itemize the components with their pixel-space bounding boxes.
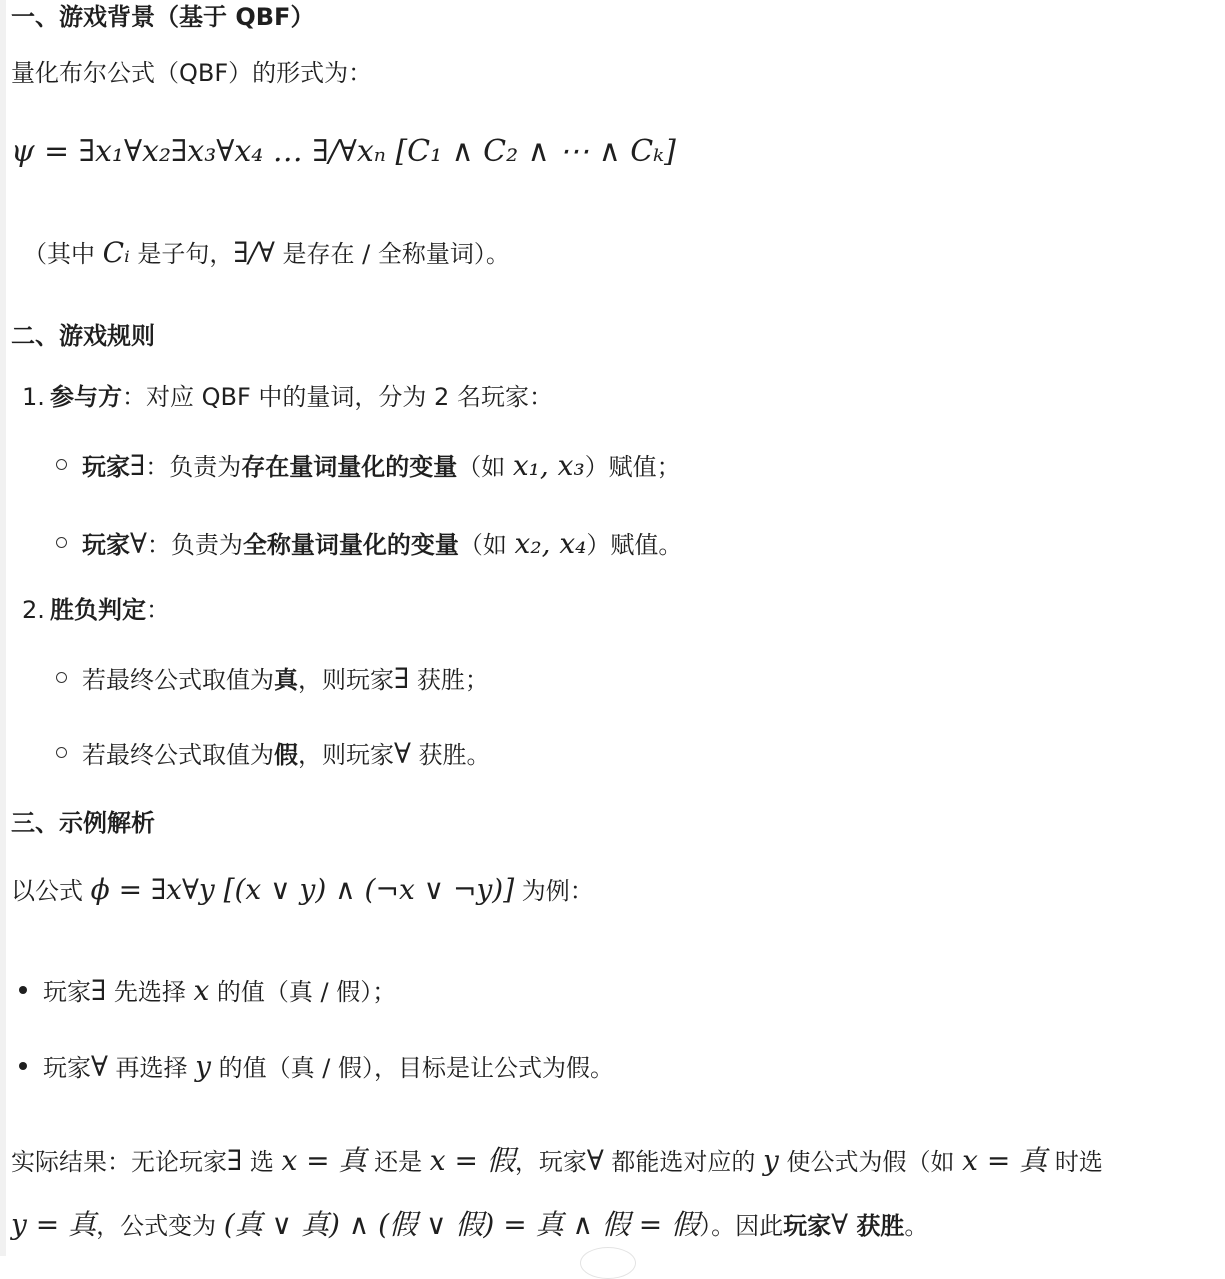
list-bullet-dot bbox=[19, 986, 27, 994]
list-bullet-circle bbox=[56, 747, 67, 758]
example-step-forall: 玩家∀ 再选择 y 的值（真 / 假），目标是让公式为假。 bbox=[43, 1050, 614, 1083]
example-intro: 以公式 ϕ = ∃x∀y [(x ∨ y) ∧ (¬x ∨ ¬y)] 为例： bbox=[11, 873, 594, 906]
example-step-exists: 玩家∃ 先选择 x 的值（真 / 假）； bbox=[43, 974, 397, 1007]
section-heading-background: 一、游戏背景（基于 QBF） bbox=[11, 3, 315, 31]
section-heading-example: 三、示例解析 bbox=[11, 809, 155, 837]
list-bullet-dot bbox=[19, 1062, 27, 1070]
clause-symbol: Cᵢ bbox=[102, 236, 130, 269]
result-line-1: 实际结果：无论玩家∃ 选 x = 真 还是 x = 假，玩家∀ 都能选对应的 y 使公式为假（如 x = 真 时选 bbox=[11, 1144, 1103, 1177]
outcome-false: 若最终公式取值为假，则玩家∀ 获胜。 bbox=[82, 737, 491, 770]
quantifier-symbols: ∃/∀ bbox=[233, 236, 275, 269]
list-bullet-circle bbox=[56, 672, 67, 683]
qbf-formula: ψ = ∃x₁∀x₂∃x₃∀x₄ … ∃/∀xₙ [C₁ ∧ C₂ ∧ ⋯ ∧ Cₖ] bbox=[11, 134, 676, 169]
example-formula: ϕ = ∃x∀y [(x ∨ y) ∧ (¬x ∨ ¬y)] bbox=[90, 873, 515, 906]
list-bullet-circle bbox=[56, 459, 67, 470]
player-exists-desc: 玩家∃：负责为存在量词量化的变量（如 x₁, x₃）赋值； bbox=[82, 449, 681, 482]
outcome-true: 若最终公式取值为真，则玩家∃ 获胜； bbox=[82, 662, 489, 695]
list-bullet-circle bbox=[56, 537, 67, 548]
result-line-2: y = 真，公式变为 (真 ∨ 真) ∧ (假 ∨ 假) = 真 ∧ 假 = 假）。因此玩家∀ 获胜。 bbox=[11, 1208, 929, 1241]
qbf-note: （其中 Cᵢ 是子句，∃/∀ 是存在 / 全称量词）。 bbox=[23, 236, 510, 269]
qbf-intro-text: 量化布尔公式（QBF）的形式为： bbox=[11, 59, 373, 87]
scroll-to-bottom-button[interactable] bbox=[580, 1247, 636, 1279]
player-forall-desc: 玩家∀：负责为全称量词量化的变量（如 x₂, x₄）赋值。 bbox=[82, 527, 683, 560]
section-heading-rules: 二、游戏规则 bbox=[11, 322, 155, 350]
left-gutter bbox=[0, 0, 6, 1256]
